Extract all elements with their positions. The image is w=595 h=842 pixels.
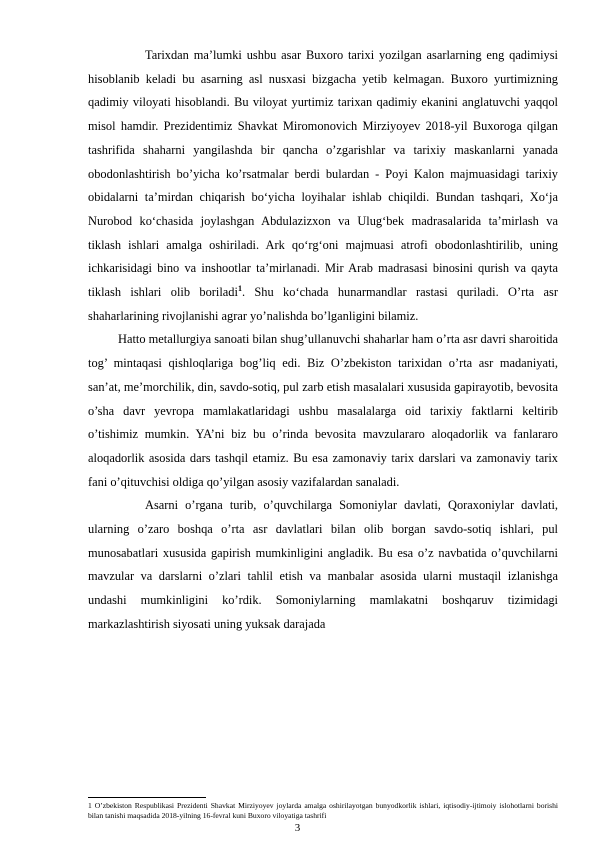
- paragraph-1-text: Tarixdan ma’lumki ushbu asar Buxoro tarixi yozilgan asarlarning eng qadimiysi hisoblanib keladi bu asarning asl nusxasi bizgacha yetib kelmagan. Buxoro yurtimizning qadimiy viloyati hisoblandi. Bu viloyat yurtimiz tarixan qadimiy ekanini anglatuvchi yaqqol misol hamdir. Prezidentimiz Shavkat Miromonovich Mirziyoyev 2018-yil Buxoroga qilgan tashrifida shaharni yangilashda bir qancha o’zgarishlar va tarixiy maskanlarni yanada obodonlashtirish bo’yicha ko’rsatmalar berdi bulardan - Poyi Kalon majmuasidagi tarixiy obidalarni ta’mirdan chiqarish bo‘yicha loyihalar ishlab chiqildi. Bundan tashqari, Xo‘ja Nurobod ko‘chasida joylashgan Abdulazizxon va Ulug‘bek madrasalarida ta’mirlash va tiklash ishlari amalga oshiriladi. Ark qo‘rg‘oni majmuasi atrofi obodonlashtirilib, uning ichkarisidagi bino va inshootlar ta’mirlanadi. Mir Arab madrasasi binosini qurish va qayta tiklash ishlari olib boriladi: [88, 48, 558, 300]
- paragraph-1: [88, 44, 558, 328]
- page-number: 3: [294, 822, 301, 834]
- footnote: 1 O’zbekiston Respublikasi Prezidenti Shavkat Mirziyoyev joylarda amalga oshirilayotgan bunyodkorlik ishlari, iqtisodiy-ijtimoiy islohotlarni borishi bilan tanishi maqsadida 2018-yilning 16-fevral kuni Buxoro viloyatiga tashrifi: [88, 801, 558, 821]
- paragraph-1-text-continued: . Shu ko‘chada hunarmandlar rastasi quriladi. O’rta asr shaharlarining rivojlanishi agrar yo’nalishda bo’lganligini bilamiz.: [88, 285, 558, 323]
- footnote-reference: 1: [237, 283, 242, 293]
- paragraph-3: Asarni o’rgana turib, o’quvchilarga Somoniylar davlati, Qoraxoniylar davlati, ularning o’zaro boshqa o’rta asr davlatlari bilan olib borgan savdo-sotiq ishlari, pul munosabatlari xususida gapirish mumkinligini angladik. Bu esa o’z navbatida o’quvchilarni mavzular va darslarni o’zlari tahlil etish va manbalar asosida ularni mustaqil izlanishga undashi mumkinligini ko’rdik. Somoniylarning mamlakatni boshqaruv tizimidagi markazlashtirish siyosati uning yuksak darajada: [88, 498, 558, 631]
- document-body: [88, 44, 558, 637]
- paragraph-2: Hatto metallurgiya sanoati bilan shug’ullanuvchi shaharlar ham o’rta asr davri sharoitida tog’ mintaqasi qishloqlariga bog’liq edi. Biz O’zbekiston tarixidan o’rta asr madaniyati, san’at, me’morchilik, din, savdo-sotiq, pul zarb etish masalalari xususida gapirayotib, bevosita o’sha davr yevropa mamlakatlaridagi ushbu masalalarga oid tarixiy faktlarni keltirib o’tishimiz mumkin. YA’ni biz bu o’rinda bevosita mavzulararo aloqadorlik va fanlararo aloqadorlik asosida dars tashqil etamiz. Bu esa zamonaviy tarix darslari va zamonaviy tarix fani o’qituvchisi oldiga qo’yilgan asosiy vazifalardan sanaladi.: [88, 332, 558, 489]
- footnote-divider: [88, 797, 206, 798]
